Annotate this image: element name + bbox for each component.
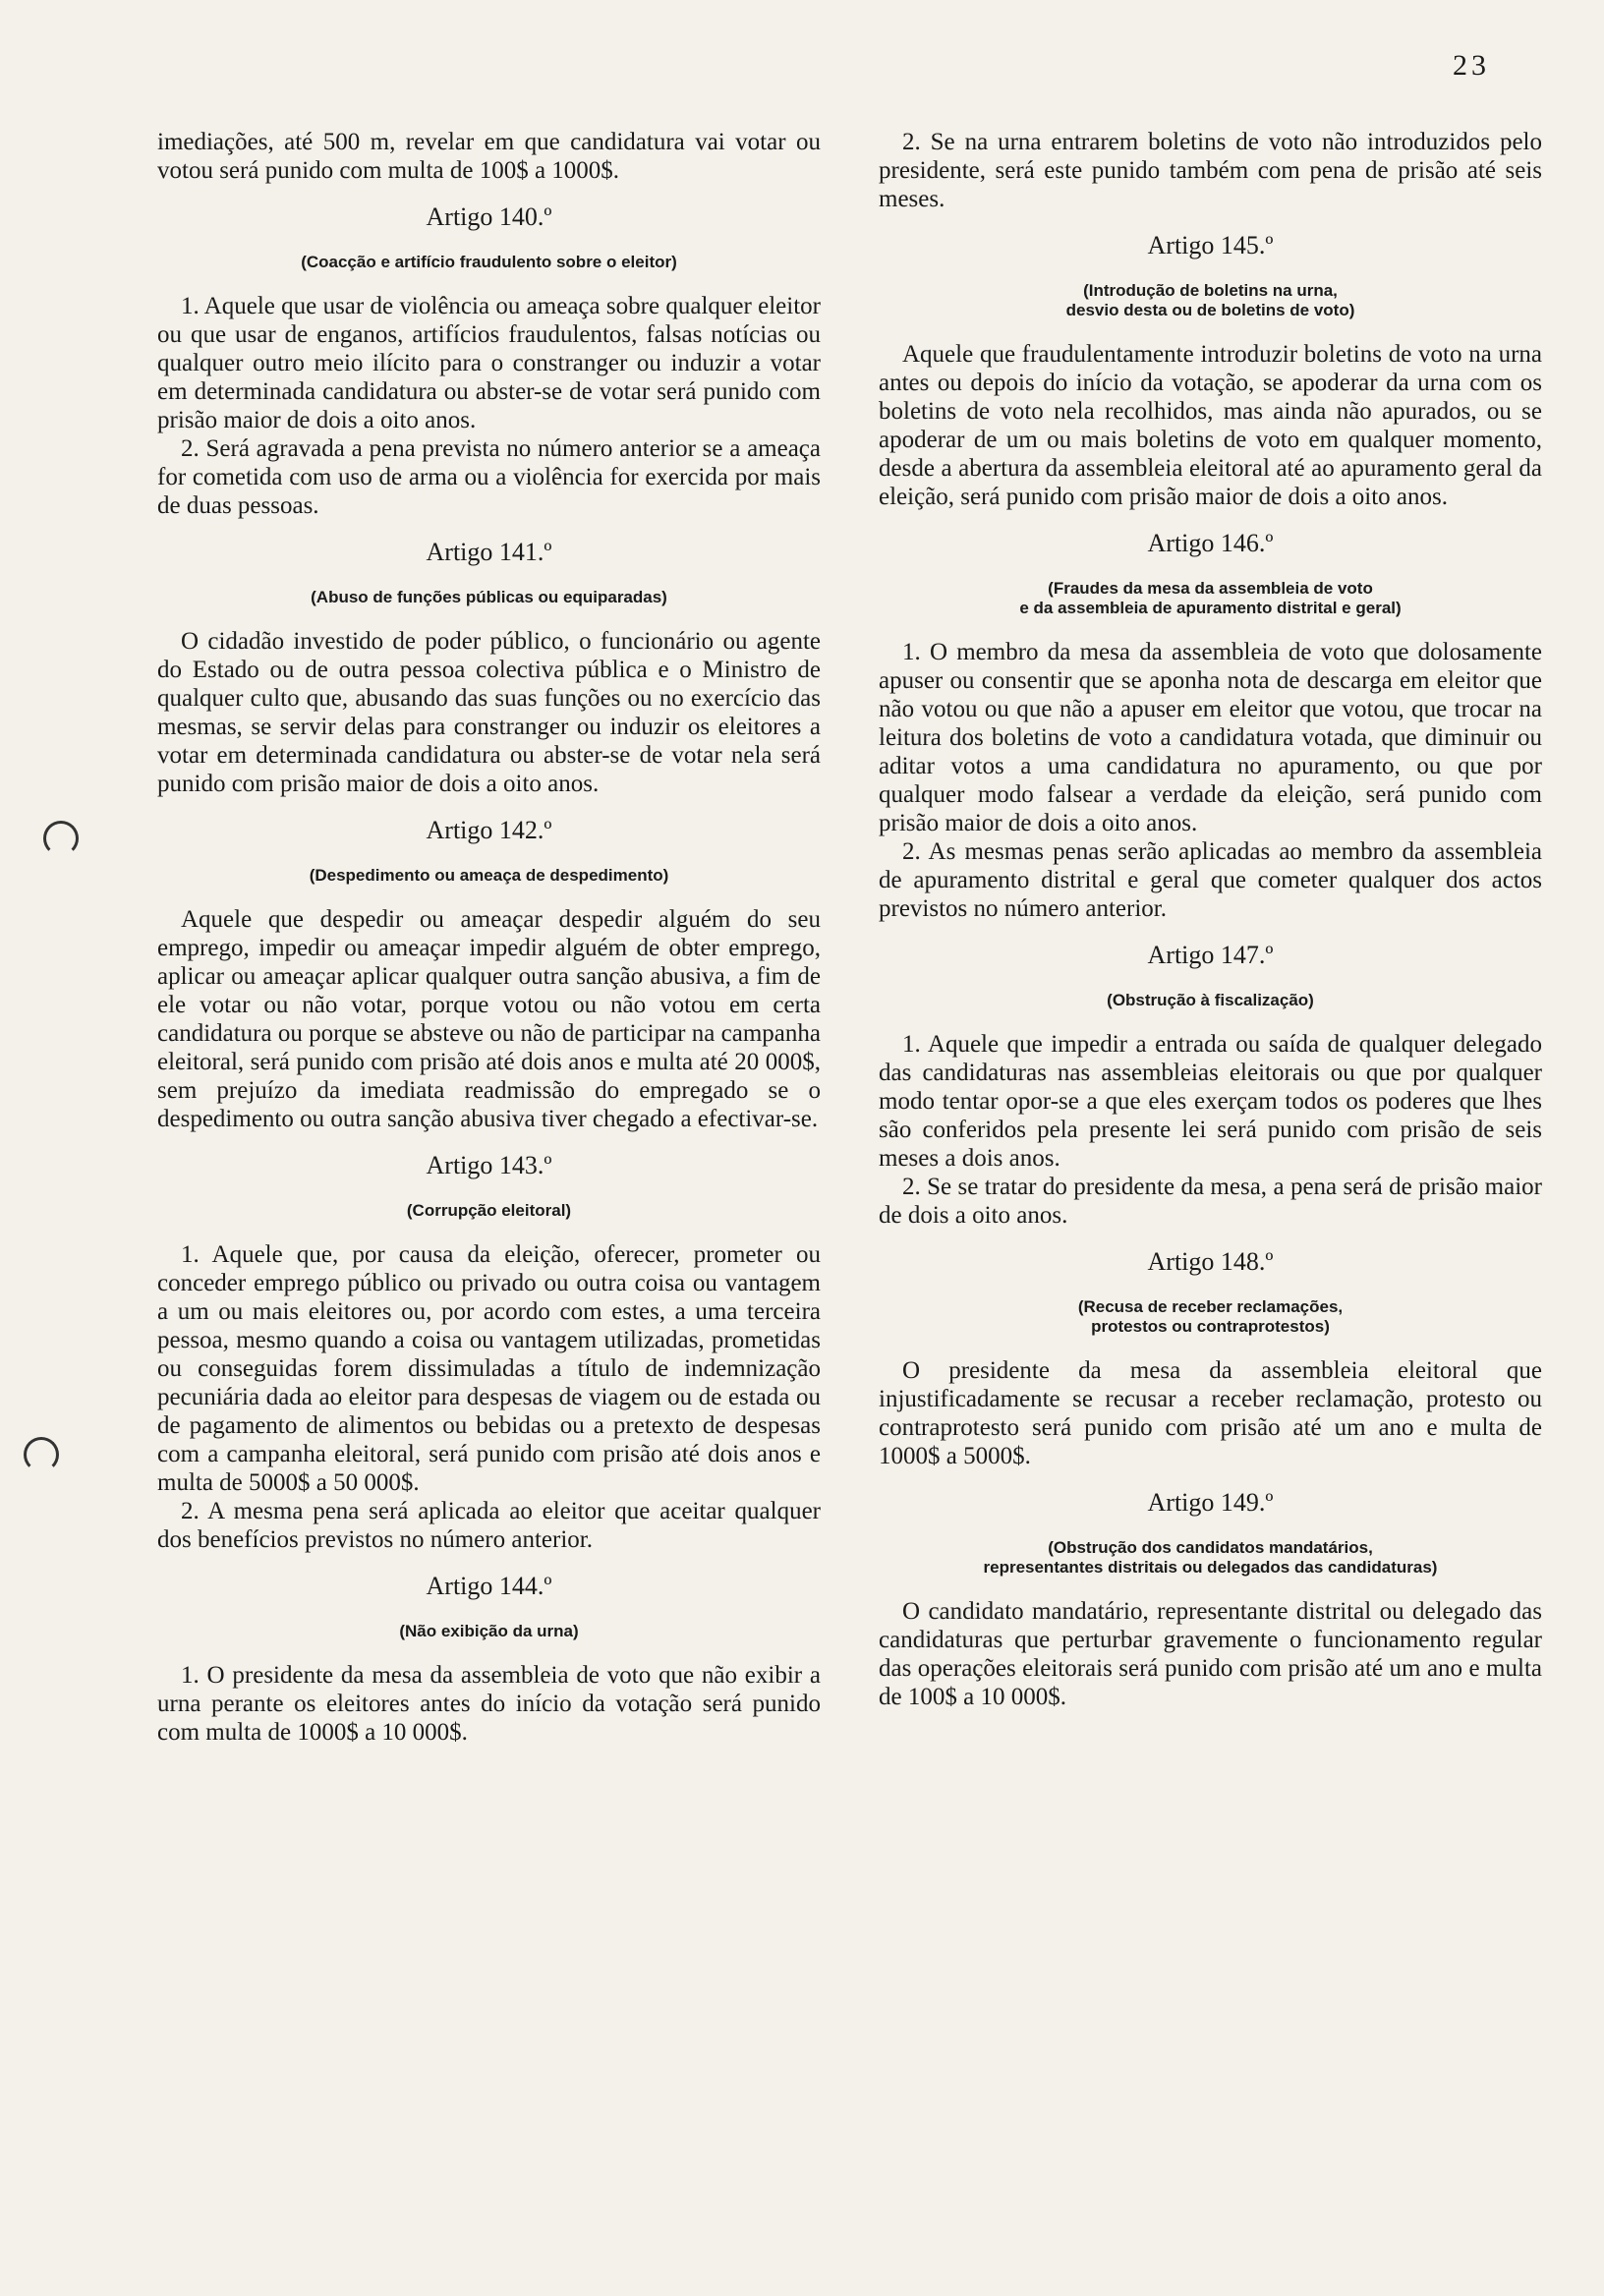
article-subtitle: (Obstrução à fiscalização) (1107, 991, 1314, 1009)
paragraph: Aquele que despedir ou ameaçar despedir alguém do seu emprego, impedir ou ameaçar impedir alguém de obter emprego, aplicar ou ameaçar aplicar qualquer outra sanção abusiva, a fim de ele votar ou não votar, porque votou ou não votou em certa candidatura ou porque se absteve ou não de participar na campanha eleitoral, será punido com prisão até dois anos e multa até 20 000$, sem prejuízo da imediata readmissão do empregado se o despedimento ou outra sanção abusiva tiver chegado a efectivar-se. (157, 906, 821, 1132)
paragraph: 2. Se se tratar do presidente da mesa, a pena será de prisão maior de dois a oito anos. (879, 1174, 1542, 1229)
article-title: Artigo 147.º (1147, 941, 1274, 969)
right-column (879, 128, 1542, 1711)
paragraph: imediações, até 500 m, revelar em que candidatura vai votar ou votou será punido com multa de 100$ a 1000$. (157, 129, 821, 184)
paragraph: O presidente da mesa da assembleia eleitoral que injustificadamente se recusar a receber reclamação, protesto ou contraprotesto será punido com prisão até um ano e multa de 1000$ a 5000$. (879, 1357, 1542, 1469)
article-title: Artigo 149.º (1147, 1488, 1274, 1517)
paragraph: 2. A mesma pena será aplicada ao eleitor que aceitar qualquer dos benefícios previstos no número anterior. (157, 1498, 821, 1553)
article-subtitle: (Introdução de boletins na urna, desvio desta ou de boletins de voto) (1065, 281, 1355, 319)
article-subtitle: (Corrupção eleitoral) (406, 1201, 572, 1220)
article-subtitle: (Despedimento ou ameaça de despedimento) (309, 866, 669, 885)
paragraph: O candidato mandatário, representante distrital ou delegado das candidaturas que perturbar gravemente o funcionamento regular das operações eleitorais será punido com prisão até um ano e multa de 100$ a 10 000$. (879, 1598, 1542, 1710)
paragraph: 1. Aquele que, por causa da eleição, oferecer, prometer ou conceder emprego público ou privado ou outra coisa ou vantagem a um ou mais eleitores ou, por acordo com estes, a uma terceira pessoa, mesmo quando a coisa ou vantagem utilizadas, prometidas ou conseguidas forem dissimuladas a título de indemnização pecuniária dada ao eleitor para despesas de viagem ou de estada ou de pagamento de alimentos ou bebidas ou a pretexto de despesas com a campanha eleitoral, será punido com prisão até dois anos e multa de 5000$ a 50 000$. (157, 1241, 821, 1496)
paragraph: Aquele que fraudulentamente introduzir boletins de voto na urna antes ou depois do início da votação, se apoderar da urna com os boletins de voto nela recolhidos, mas ainda não apurados, ou se apoderar de um ou mais boletins de voto em qualquer momento, desde a abertura da assembleia eleitoral até ao apuramento geral da eleição, será punido com prisão maior de dois a oito anos. (879, 341, 1542, 510)
article-title: Artigo 148.º (1147, 1247, 1274, 1276)
article-subtitle: (Não exibição da urna) (399, 1622, 579, 1640)
article-title: Artigo 145.º (1147, 231, 1274, 259)
paragraph: 1. Aquele que usar de violência ou ameaça sobre qualquer eleitor ou que usar de enganos, artifícios fraudulentos, falsas notícias ou qualquer outro meio ilícito para o constranger ou induzir a votar em determinada candidatura ou abster-se de votar será punido com prisão maior de dois a oito anos. (157, 293, 821, 433)
paragraph: 1. O membro da mesa da assembleia de voto que dolosamente apuser ou consentir que se aponha nota de descarga em eleitor que não votou ou que não a apuser em eleitor que votou, que trocar na leitura dos boletins de voto a candidatura votada, que diminuir ou aditar votos a uma candidatura no apuramento, ou que por qualquer modo falsear a verdade da eleição, será punido com prisão maior de dois a oito anos. (879, 639, 1542, 836)
paragraph: 2. As mesmas penas serão aplicadas ao membro da assembleia de apuramento distrital e geral que cometer qualquer dos actos previstos no número anterior. (879, 838, 1542, 922)
article-title: Artigo 143.º (426, 1151, 552, 1179)
paragraph: 1. Aquele que impedir a entrada ou saída de qualquer delegado das candidaturas nas assembleias eleitorais ou que por qualquer modo tentar opor-se a que eles exerçam todos os poderes que lhes são conferidos pela presente lei será punido com prisão de seis meses a dois anos. (879, 1031, 1542, 1172)
article-title: Artigo 144.º (426, 1572, 552, 1600)
article-title: Artigo 141.º (426, 538, 552, 566)
article-subtitle: (Obstrução dos candidatos mandatários, representantes distritais ou delegados das candidaturas) (983, 1538, 1438, 1577)
paragraph: 1. O presidente da mesa da assembleia de voto que não exibir a urna perante os eleitores antes do início da votação será punido com multa de 1000$ a 10 000$. (157, 1662, 821, 1746)
article-subtitle: (Fraudes da mesa da assembleia de voto e da assembleia de apuramento distrital e geral) (1019, 579, 1402, 617)
page-number: 23 (1453, 49, 1490, 82)
paragraph: 2. Se na urna entrarem boletins de voto não introduzidos pelo presidente, será este punido também com pena de prisão até seis meses. (879, 129, 1542, 212)
article-subtitle: (Coacção e artifício fraudulento sobre o eleitor) (301, 253, 677, 271)
paragraph: O cidadão investido de poder público, o funcionário ou agente do Estado ou de outra pessoa colectiva pública e o Ministro de qualquer culto que, abusando das suas funções ou no exercício das mesmas, se servir delas para constranger ou induzir os eleitores a votar em determinada candidatura ou abster-se de votar nela será punido com prisão maior de dois a oito anos. (157, 628, 821, 797)
article-title: Artigo 142.º (426, 816, 552, 844)
article-subtitle: (Abuso de funções públicas ou equiparadas) (311, 588, 667, 606)
punch-hole-mark (24, 1437, 59, 1472)
paragraph: 2. Será agravada a pena prevista no número anterior se a ameaça for cometida com uso de arma ou a violência for exercida por mais de duas pessoas. (157, 435, 821, 519)
punch-hole-mark (43, 821, 79, 856)
left-column (157, 128, 821, 1747)
article-title: Artigo 140.º (426, 202, 552, 231)
article-title: Artigo 146.º (1147, 529, 1274, 557)
article-subtitle: (Recusa de receber reclamações, protestos ou contraprotestos) (1077, 1297, 1344, 1336)
